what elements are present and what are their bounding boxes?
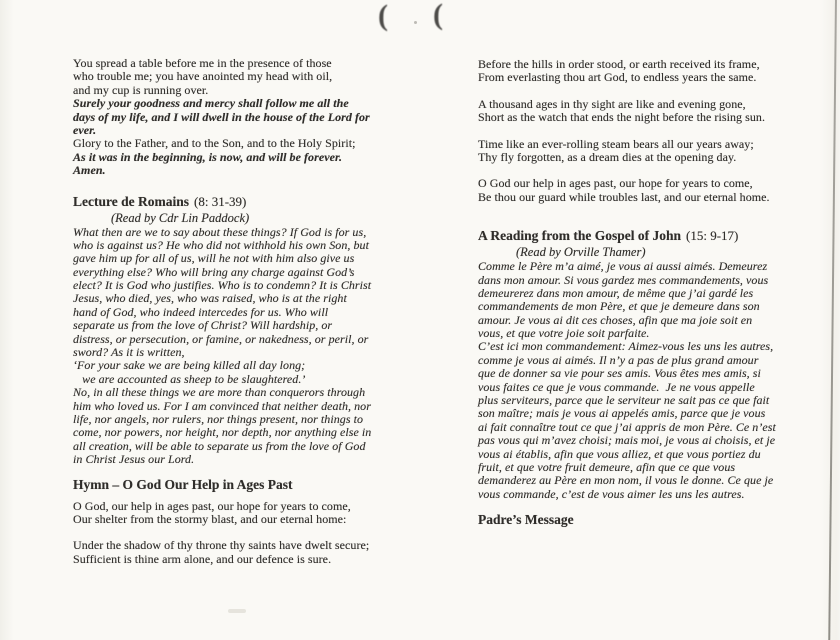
hymn-line: Before the hills in order stood, or earth received its frame,	[478, 57, 760, 71]
scripture-reference: (8: 31-39)	[194, 193, 247, 209]
scripture-line: distress, or persecution, or famine, or nakedness, or peril, or	[73, 331, 369, 346]
scripture-line: ai fait connaître tout ce que j’ai appris de mon Père. Ce n’est	[478, 419, 776, 434]
hymn-section	[73, 477, 428, 567]
hymn-verse	[73, 500, 428, 527]
scripture-line: No, in all these things we are more than conquerors through	[73, 385, 366, 400]
hymn-line: Sufficient is thine arm alone, and our defence is sure.	[73, 551, 332, 566]
hymn-verse	[478, 177, 828, 204]
scripture-line: life, nor angels, nor rulers, nor things present, nor things to	[73, 411, 364, 426]
binding-mark-icon: (	[378, 0, 388, 32]
hymn-line: O God, our help in ages past, our hope for years to come,	[73, 498, 351, 513]
gloria-response-line: As it was in the beginning, is now, and will be forever.	[73, 149, 343, 164]
psalm-response-line: days of my life, and I will dwell in the house of the Lord for	[73, 109, 370, 124]
scripture-line: elect? It is God who justifies. Who is to condemn? It is Christ	[73, 278, 372, 293]
left-page	[73, 57, 428, 566]
hymn-line: A thousand ages in thy sight are like and evening gone,	[478, 96, 746, 111]
gloria-lines	[73, 137, 428, 150]
romans-reading-section	[73, 194, 428, 467]
scripture-line: vous faites ce que je vous commande. Je ne vous appelle	[478, 379, 755, 394]
hymn-verse	[478, 58, 828, 85]
scripture-line: que de donner sa vie pour ses amis. Vous êtes mes amis, si	[478, 366, 761, 381]
hymn-line: O God our help in ages past, our hope for years to come,	[478, 176, 753, 191]
hymn-line: Time like an ever-rolling steam bears all our years away;	[478, 136, 754, 151]
scripture-text	[478, 260, 828, 501]
scripture-line: demeurerez dans mon amour, de même que j’ai gardé les	[478, 285, 754, 300]
scripture-line: ‘For your sake we are being killed all day long;	[73, 358, 306, 373]
scripture-line: sword? As it is written,	[73, 345, 185, 360]
psalm-lines	[73, 57, 428, 97]
scripture-line: Comme le Père m’a aimé, je vous ai aussi aimés. Demeurez	[478, 259, 768, 274]
padre-message-heading: Padre’s Message	[478, 512, 574, 528]
scripture-line: separate us from the love of Christ? Will hardship, or	[73, 318, 333, 333]
psalm-line: who trouble me; you have anointed my head with oil,	[73, 69, 333, 84]
gloria-response-line: Amen.	[73, 163, 106, 178]
hymn-line: Short as the watch that ends the night before the rising sun.	[478, 110, 765, 125]
scripture-line: hand of God, who indeed intercedes for us. Who will	[73, 304, 329, 319]
reading-title	[478, 228, 828, 244]
scripture-line: commandements de mon Père, et que je demeure dans son	[478, 299, 760, 314]
scripture-line: vous ai établis, afin que vous alliez, et que vous portiez du	[478, 446, 761, 461]
reading-title-text: A Reading from the Gospel of John	[478, 228, 682, 244]
scripture-reference: (15: 9-17)	[686, 228, 739, 244]
hymn-title: Hymn – O God Our Help in Ages Past	[73, 476, 293, 492]
scripture-line: come, nor powers, nor height, nor depth, nor anything else in	[73, 425, 372, 440]
hymn-verse	[478, 138, 828, 165]
hymn-line: Thy fly forgotten, as a dream dies at the opening day.	[478, 149, 737, 164]
hymn-verse	[478, 98, 828, 125]
scripture-line: plus serviteurs, parce que le serviteur ne sait pas ce que fait	[478, 393, 770, 408]
scripture-line: all creation, will be able to separate us from the love of God	[73, 438, 366, 453]
scripture-line: amour. Je vous ai dit ces choses, afin que ma joie soit en	[478, 312, 753, 327]
read-by-credit: (Read by Cdr Lin Paddock)	[111, 210, 250, 225]
psalm-response-lines	[73, 97, 428, 137]
read-by-credit: (Read by Orville Thamer)	[516, 245, 646, 260]
scripture-line: pas vous qui m’avez choisi; mais moi, je vous ai choisis, et je	[478, 433, 776, 448]
gloria-response-lines	[73, 151, 428, 178]
gospel-reading-section	[478, 228, 828, 501]
hymn-line: From everlasting thou art God, to endless years the same.	[478, 70, 757, 85]
scripture-line: everything else? Who will bring any charge against God’s	[73, 264, 355, 279]
scripture-line: dans mon amour. Si vous gardez mes commandements, vous	[478, 272, 769, 287]
hymn-line: Under the shadow of thy throne thy saints have dwelt secure;	[73, 538, 370, 553]
scripture-line: we are accounted as sheep to be slaughtered.’	[73, 371, 306, 386]
scripture-line: comme je vous ai aimés. Il n’y a pas de plus grand amour	[478, 352, 759, 367]
scripture-line: son maître; mais je vous ai appelés amis, parce que je vous	[478, 406, 766, 421]
scripture-line: fruit, et que votre fruit demeure, afin que ce que vous	[478, 459, 736, 474]
scripture-line: him who loved us. For I am convinced that neither death, nor	[73, 398, 371, 413]
scripture-line: C’est ici mon commandement: Aimez-vous les uns les autres,	[478, 339, 774, 354]
scripture-line: in Christ Jesus our Lord.	[73, 452, 195, 467]
psalm-line: and my cup is running over.	[73, 82, 209, 97]
psalm-line: You spread a table before me in the presence of those	[73, 56, 332, 70]
scripture-line: who is against us? He who did not withhold his own Son, but	[73, 237, 369, 252]
scripture-line: vous commande, c’est de vous aimer les uns les autres.	[478, 486, 745, 501]
hymn-verse	[73, 539, 428, 566]
gloria-line: Glory to the Father, and to the Son, and to the Holy Spirit;	[73, 136, 356, 151]
scripture-line: Jesus, who died, yes, who was raised, who is at the right	[73, 291, 347, 306]
binding-mark-icon: (	[433, 0, 443, 31]
reading-title	[73, 194, 428, 210]
scan-smudge	[228, 609, 246, 613]
hymn-line: Be thou our guard while troubles last, and our eternal home.	[478, 189, 770, 204]
hymn-line: Our shelter from the stormy blast, and our eternal home:	[73, 511, 347, 526]
scripture-text	[73, 226, 428, 467]
scan-speck	[414, 21, 417, 24]
psalm-response-line: Surely your goodness and mercy shall follow me all the	[73, 96, 349, 111]
reading-title-text: Lecture de Romains	[73, 193, 189, 209]
hymn-continued-section	[478, 58, 828, 204]
scripture-line: demanderez au Père en mon nom, il vous le donne. Ce que je	[478, 473, 774, 488]
page-edge-shadow	[828, 0, 836, 640]
scripture-line: gave him up for all of us, will he not with him also give us	[73, 251, 355, 266]
right-page	[478, 58, 828, 528]
scripture-line: What then are we to say about these things? If God is for us,	[73, 224, 367, 239]
psalm-response-line: ever.	[73, 122, 97, 137]
psalm-closing-section	[73, 57, 428, 178]
scripture-line: vous, et que votre joie soit parfaite.	[478, 326, 650, 341]
